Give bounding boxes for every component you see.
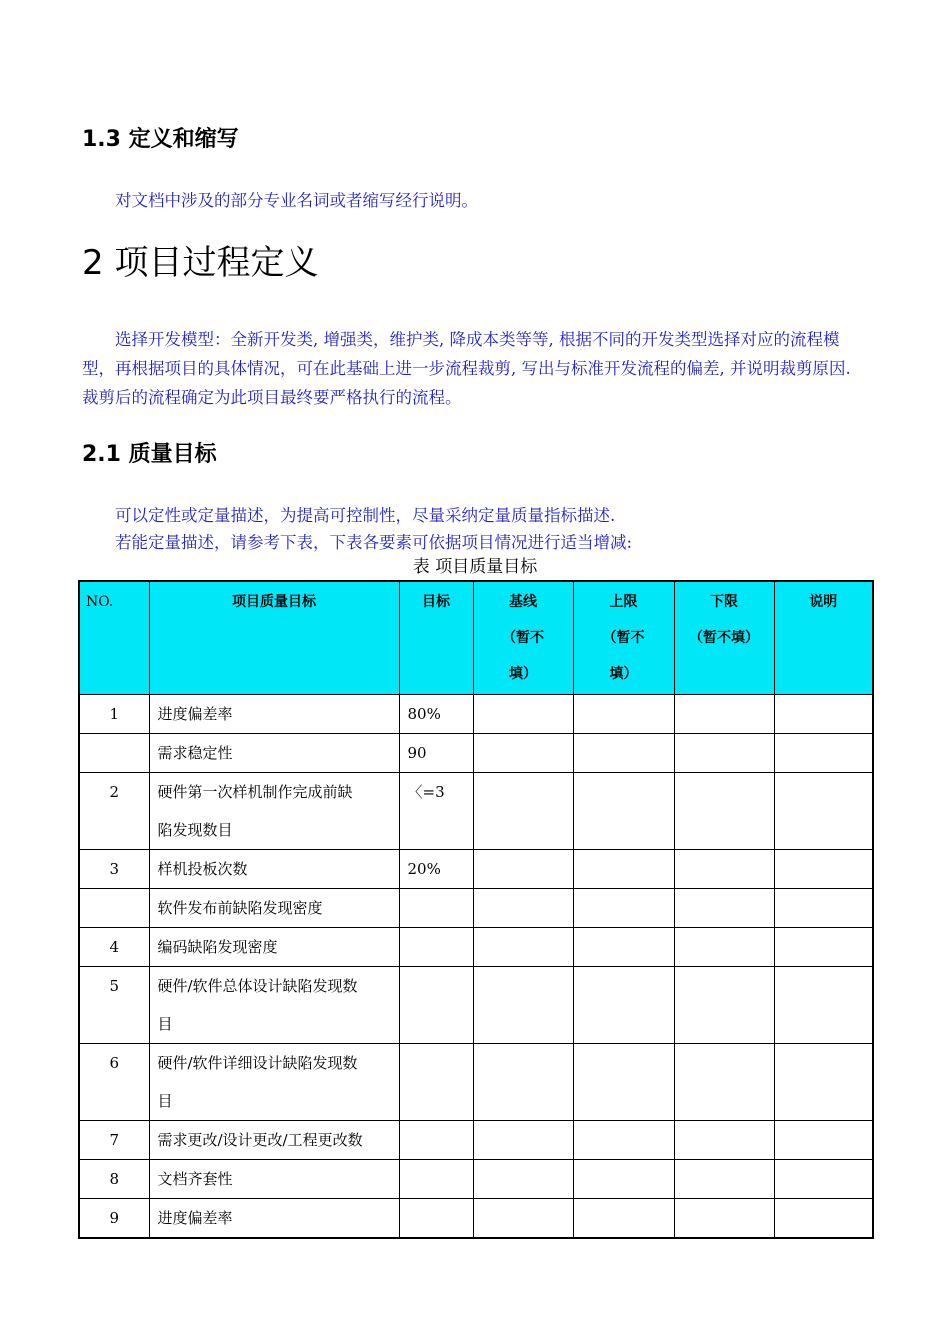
row-target: 90 — [399, 734, 473, 773]
row-upper — [573, 967, 674, 1044]
row-lower — [674, 1199, 774, 1239]
row-baseline — [473, 1121, 573, 1160]
row-baseline — [473, 695, 573, 734]
row-goal: 文档齐套性 — [149, 1160, 399, 1199]
row-upper — [573, 1044, 674, 1121]
row-note — [774, 734, 873, 773]
row-target: 20% — [399, 850, 473, 889]
row-goal — [149, 1044, 399, 1121]
row-lower — [674, 928, 774, 967]
row-no — [79, 889, 149, 928]
table-header-row — [79, 581, 873, 695]
row-upper — [573, 695, 674, 734]
row-baseline — [473, 967, 573, 1044]
row-target — [399, 1160, 473, 1199]
header-target: 目标 — [399, 581, 473, 695]
row-no: 1 — [79, 695, 149, 734]
header-goal: 项目质量目标 — [149, 581, 399, 695]
section-2-1-line-1: 可以定性或定量描述，为提高可控制性，尽量采纳定量质量指标描述. — [115, 506, 616, 525]
row-note — [774, 695, 873, 734]
table-row — [79, 1160, 873, 1199]
row-goal: 需求更改/设计更改/工程更改数 — [149, 1121, 399, 1160]
row-goal — [149, 773, 399, 850]
table-row — [79, 734, 873, 773]
table-row — [79, 1121, 873, 1160]
row-goal-line-2: 目 — [157, 1092, 173, 1110]
row-target — [399, 1121, 473, 1160]
row-target — [399, 1044, 473, 1121]
row-lower — [674, 695, 774, 734]
row-upper — [573, 928, 674, 967]
row-no: 9 — [79, 1199, 149, 1239]
row-upper — [573, 773, 674, 850]
table-row — [79, 773, 873, 850]
row-target — [399, 928, 473, 967]
section-1-3-body: 对文档中涉及的部分专业名词或者缩写经行说明。 — [115, 191, 478, 210]
row-note — [774, 1121, 873, 1160]
row-lower — [674, 889, 774, 928]
header-upper-line-2: （暂不 — [602, 630, 645, 646]
row-lower — [674, 734, 774, 773]
section-2-1-line-2: 若能定量描述，请参考下表，下表各要素可依据项目情况进行适当增减: — [115, 533, 633, 552]
row-goal-line-1: 硬件/软件总体设计缺陷发现数 — [157, 977, 358, 995]
row-upper — [573, 889, 674, 928]
row-note — [774, 1044, 873, 1121]
section-2-body: 选择开发模型：全新开发类, 增强类，维护类, 降成本类等等, 根据不同的开发类型选择对应的流程模型，再根据项目的具体情况，可在此基础上进一步流程裁剪, 写出与标准开发流程的偏差, 并说明裁剪原因. 裁剪后的流程确定为此项目最终要严格执行的流程。 — [82, 330, 851, 407]
row-goal-line-2: 目 — [157, 1015, 173, 1033]
row-goal — [149, 967, 399, 1044]
row-goal-line-2: 陷发现数目 — [157, 821, 233, 839]
row-note — [774, 1160, 873, 1199]
header-upper-line-3: 填） — [609, 666, 638, 682]
row-no: 8 — [79, 1160, 149, 1199]
row-goal: 进度偏差率 — [149, 695, 399, 734]
row-no: 2 — [79, 773, 149, 850]
header-no: NO. — [79, 581, 149, 695]
row-baseline — [473, 1199, 573, 1239]
row-baseline — [473, 1044, 573, 1121]
row-baseline — [473, 850, 573, 889]
row-baseline — [473, 928, 573, 967]
row-no — [79, 734, 149, 773]
row-no: 4 — [79, 928, 149, 967]
row-lower — [674, 1044, 774, 1121]
table-caption: 表 项目质量目标 — [412, 557, 538, 577]
header-baseline — [473, 581, 573, 695]
row-no: 5 — [79, 967, 149, 1044]
table-row — [79, 1044, 873, 1121]
row-lower — [674, 1121, 774, 1160]
table-row — [79, 967, 873, 1044]
header-baseline-line-1: 基线 — [509, 594, 537, 610]
row-target — [399, 889, 473, 928]
row-no: 3 — [79, 850, 149, 889]
row-note — [774, 889, 873, 928]
row-upper — [573, 1160, 674, 1199]
row-goal-line-1: 硬件第一次样机制作完成前缺 — [157, 783, 353, 801]
row-no: 6 — [79, 1044, 149, 1121]
row-target — [399, 1199, 473, 1239]
header-upper-line-1: 上限 — [609, 594, 638, 610]
section-2-1-heading: 2.1 质量目标 — [82, 442, 217, 467]
row-lower — [674, 967, 774, 1044]
row-note — [774, 1199, 873, 1239]
row-lower — [674, 1160, 774, 1199]
row-goal-line-1: 硬件/软件详细设计缺陷发现数 — [157, 1054, 358, 1072]
header-lower — [674, 581, 774, 695]
header-baseline-line-2: （暂不 — [502, 630, 544, 646]
row-note — [774, 850, 873, 889]
section-2-heading: 2 项目过程定义 — [82, 243, 319, 283]
table-row — [79, 850, 873, 889]
row-target: 〈=3 — [399, 773, 473, 850]
row-goal: 样机投板次数 — [149, 850, 399, 889]
row-note — [774, 773, 873, 850]
row-goal: 需求稳定性 — [149, 734, 399, 773]
row-lower — [674, 850, 774, 889]
row-upper — [573, 1199, 674, 1239]
header-lower-line-1: 下限 — [710, 594, 738, 610]
quality-goals-table — [78, 580, 874, 1239]
header-lower-line-2: （暂不填） — [689, 630, 759, 646]
row-target — [399, 967, 473, 1044]
row-note — [774, 967, 873, 1044]
row-baseline — [473, 889, 573, 928]
row-baseline — [473, 773, 573, 850]
row-upper — [573, 850, 674, 889]
section-1-3-heading: 1.3 定义和缩写 — [82, 127, 239, 152]
table-row — [79, 889, 873, 928]
header-note: 说明 — [774, 581, 873, 695]
row-lower — [674, 773, 774, 850]
table-row — [79, 1199, 873, 1239]
row-baseline — [473, 1160, 573, 1199]
row-goal: 进度偏差率 — [149, 1199, 399, 1239]
row-goal: 软件发布前缺陷发现密度 — [149, 889, 399, 928]
row-no: 7 — [79, 1121, 149, 1160]
row-target: 80% — [399, 695, 473, 734]
row-upper — [573, 734, 674, 773]
header-upper — [573, 581, 674, 695]
row-goal: 编码缺陷发现密度 — [149, 928, 399, 967]
row-baseline — [473, 734, 573, 773]
row-note — [774, 928, 873, 967]
table-row — [79, 928, 873, 967]
header-baseline-line-3: 填） — [509, 666, 537, 682]
table-row — [79, 695, 873, 734]
row-upper — [573, 1121, 674, 1160]
